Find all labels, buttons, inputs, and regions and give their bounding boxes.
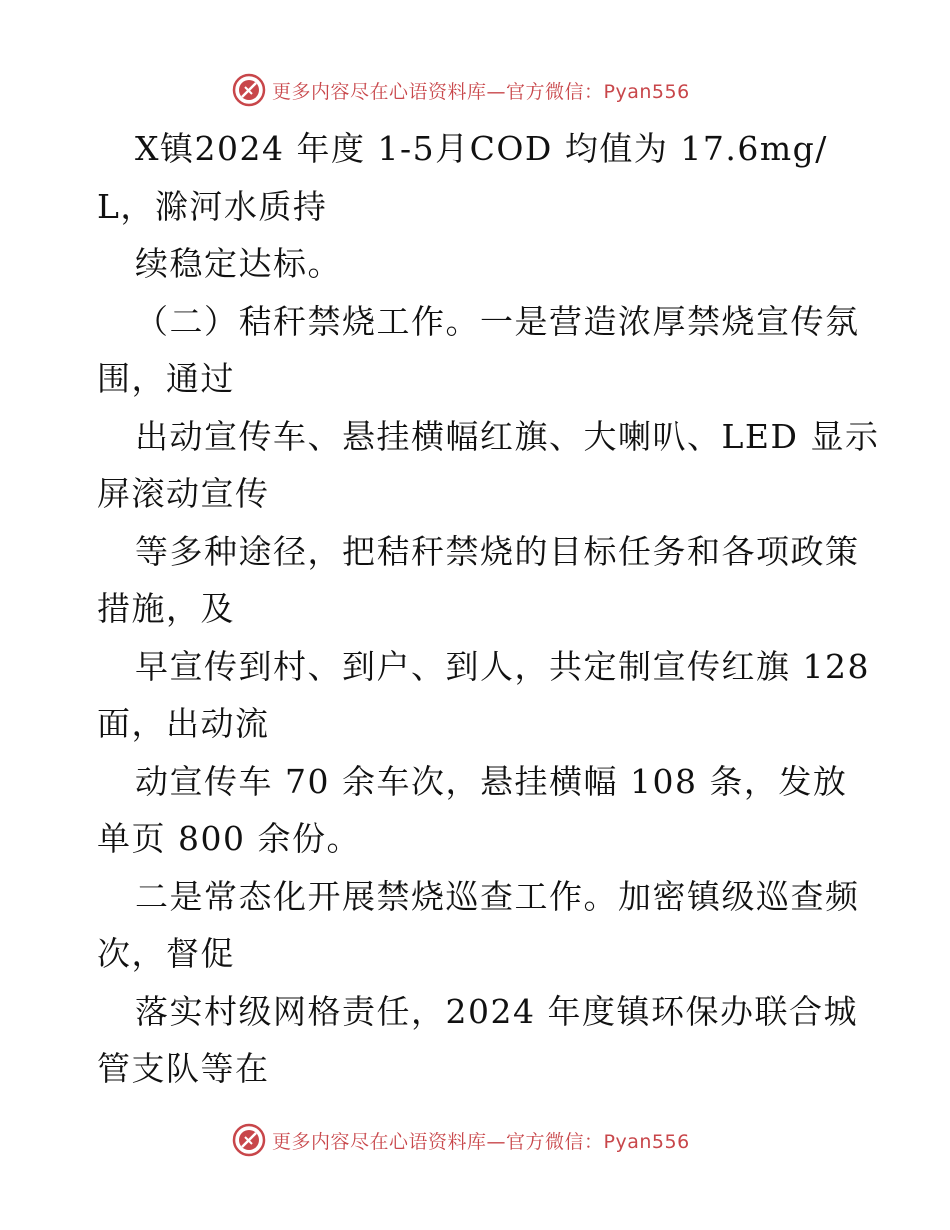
text-line: （二）秸秆禁烧工作。一是营造浓厚禁烧宣传氛 bbox=[135, 301, 860, 341]
text-line: 次，督促 bbox=[97, 934, 235, 973]
header-watermark bbox=[232, 70, 690, 110]
text-line: 续稳定达标。 bbox=[135, 244, 342, 283]
text-line: 出动宣传车、悬挂横幅红旗、大喇叭、LED 显示 bbox=[135, 416, 880, 456]
text-line: L，滁河水质持 bbox=[97, 186, 328, 226]
text-line: 管支队等在 bbox=[97, 1049, 270, 1088]
text-line: 早宣传到村、到户、到人，共定制宣传红旗 128 bbox=[135, 646, 870, 686]
text-line: 屏滚动宣传 bbox=[97, 474, 270, 513]
text-line: 面，出动流 bbox=[97, 704, 270, 743]
footer-watermark bbox=[232, 1120, 690, 1160]
text-line: 落实村级网格责任，2024 年度镇环保办联合城 bbox=[135, 991, 858, 1031]
text-line: 措施，及 bbox=[97, 589, 235, 628]
text-line: X镇2024 年度 1-5月COD 均值为 17.6mg/ bbox=[135, 129, 828, 168]
text-line: 等多种途径，把秸秆禁烧的目标任务和各项政策 bbox=[135, 531, 860, 571]
text-line: 二是常态化开展禁烧巡查工作。加密镇级巡查频 bbox=[135, 876, 860, 916]
watermark-text: 更多内容尽在心语资料库—官方微信：Pyan556 bbox=[272, 1130, 690, 1153]
document-body bbox=[97, 120, 880, 1098]
brand-seal-icon bbox=[232, 73, 266, 107]
brand-seal-icon bbox=[232, 1123, 266, 1157]
text-line: 围，通过 bbox=[97, 359, 235, 398]
watermark-text: 更多内容尽在心语资料库—官方微信：Pyan556 bbox=[272, 80, 690, 103]
text-line: 单页 800 余份。 bbox=[97, 819, 361, 858]
text-line: 动宣传车 70 余车次，悬挂横幅 108 条，发放 bbox=[135, 761, 848, 801]
